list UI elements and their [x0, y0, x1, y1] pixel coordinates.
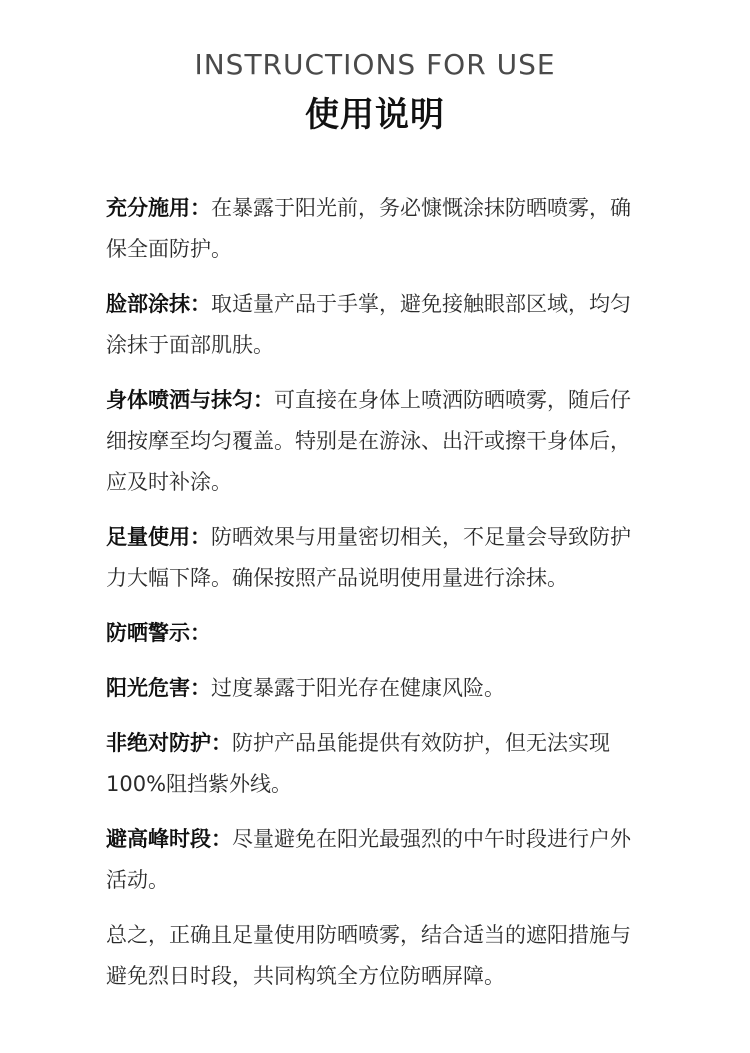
- paragraph-body-spray: [106, 380, 651, 503]
- paragraph-not-absolute: [106, 723, 651, 805]
- instructions-body: [106, 188, 651, 1011]
- paragraph-text: 尽量避免在阳光最强烈的中午时段进行户外活动。: [106, 827, 631, 892]
- paragraph-avoid-peak: [106, 819, 651, 901]
- paragraph-sun-warning: [106, 613, 651, 654]
- paragraph-text: 在暴露于阳光前，务必慷慨涂抹防晒喷雾，确保全面防护。: [106, 196, 631, 261]
- paragraph-label: 阳光危害：: [106, 676, 211, 700]
- paragraph-label: 足量使用：: [106, 525, 211, 549]
- paragraph-label: 非绝对防护：: [106, 731, 232, 755]
- title-chinese: 使用说明: [305, 95, 445, 135]
- paragraph-label: 脸部涂抹：: [106, 292, 211, 316]
- paragraph-text: 过度暴露于阳光存在健康风险。: [211, 676, 505, 700]
- paragraph-face-application: [106, 284, 651, 366]
- paragraph-label: 充分施用：: [106, 196, 211, 220]
- paragraph-apply-generously: [106, 188, 651, 270]
- paragraph-text: 总之，正确且足量使用防晒喷雾，结合适当的遮阳措施与避免烈日时段，共同构筑全方位防晒屏障。: [106, 923, 631, 988]
- paragraph-summary: [106, 915, 651, 997]
- paragraph-label: 避高峰时段：: [106, 827, 232, 851]
- paragraph-sun-hazard: [106, 668, 651, 709]
- paragraph-text: 可直接在身体上喷洒防晒喷雾，随后仔细按摩至均匀覆盖。特别是在游泳、出汗或擦干身体后，应及时补涂。: [106, 388, 631, 494]
- paragraph-text: 防护产品虽能提供有效防护，但无法实现100%阻挡紫外线。: [106, 731, 610, 796]
- paragraph-label: 防晒警示：: [106, 621, 211, 645]
- paragraph-label: 身体喷洒与抹匀：: [106, 388, 274, 412]
- paragraph-text: 取适量产品于手掌，避免接触眼部区域，均匀涂抹于面部肌肤。: [106, 292, 631, 357]
- paragraph-sufficient-amount: [106, 517, 651, 599]
- paragraph-text: 防晒效果与用量密切相关，不足量会导致防护力大幅下降。确保按照产品说明使用量进行涂抹。: [106, 525, 631, 590]
- header: [0, 46, 750, 140]
- title-english: INSTRUCTIONS FOR USE: [194, 48, 556, 81]
